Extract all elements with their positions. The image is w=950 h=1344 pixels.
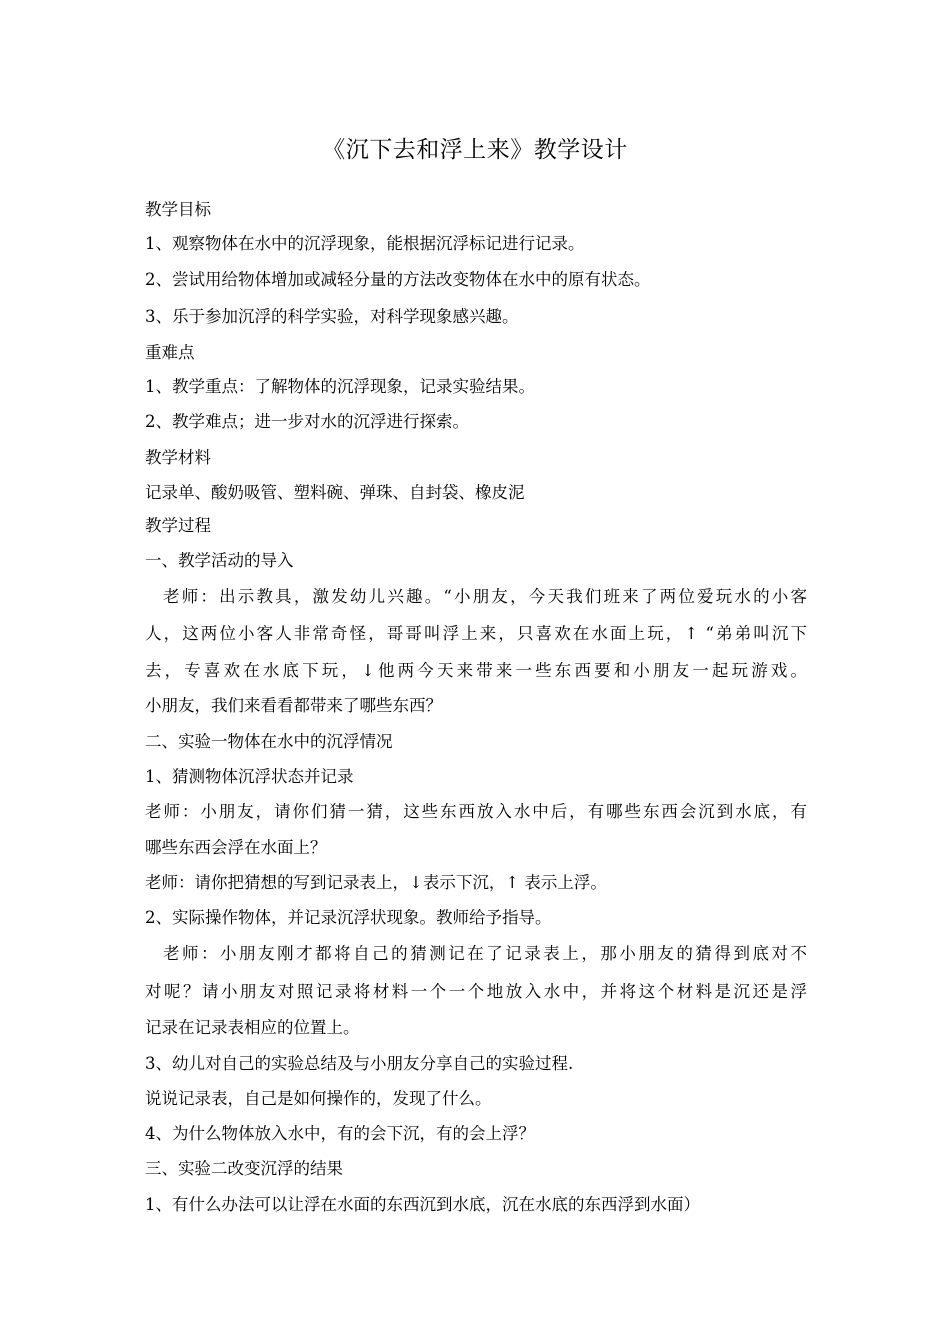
- materials-list: 记录单、酸奶吸管、塑料碗、弹珠、自封袋、橡皮泥: [145, 483, 525, 502]
- key-point-2: 2、教学难点；进一步对水的沉浮进行探索。: [145, 412, 469, 431]
- paragraph-line: 记录在记录表相应的位置上。: [145, 1018, 360, 1037]
- heading-materials: 教学材料: [145, 448, 211, 467]
- step-heading: 2、实际操作物体，并记录沉浮状现象。教师给予指导。: [145, 908, 552, 927]
- paragraph-line: 老师：请你把猜想的写到记录表上，↓表示下沉，↑ 表示上浮。: [145, 873, 607, 892]
- step-heading: 4、为什么物体放入水中，有的会下沉，有的会上浮？: [145, 1124, 535, 1143]
- paragraph-line: 老师：小朋友刚才都将自己的猜测记在了记录表上，那小朋友的猜得到底对不: [163, 944, 807, 963]
- section-1-heading: 一、教学活动的导入: [145, 551, 294, 570]
- section-2-heading: 二、实验一物体在水中的沉浮情况: [145, 732, 393, 751]
- key-point-1: 1、教学重点：了解物体的沉浮现象，记录实验结果。: [145, 377, 535, 396]
- paragraph-line: 对呢？请小朋友对照记录将材料一个一个地放入水中，并将这个材料是沉还是浮: [145, 982, 807, 1001]
- paragraph-line: 老师：出示教具，激发幼儿兴趣。“小朋友，今天我们班来了两位爱玩水的小客: [163, 587, 807, 606]
- paragraph-line: 人，这两位小客人非常奇怪，哥哥叫浮上来，只喜欢在水面上玩，↑ “弟弟叫沉下: [145, 624, 807, 643]
- goal-item-2: 2、尝试用给物体增加或减轻分量的方法改变物体在水中的原有状态。: [145, 270, 651, 289]
- document-title: 《沉下去和浮上来》教学设计: [322, 137, 628, 163]
- paragraph-line: 哪些东西会浮在水面上？: [145, 838, 327, 857]
- paragraph-line: 老师：小朋友，请你们猜一猜，这些东西放入水中后，有哪些东西会沉到水底，有: [145, 802, 807, 821]
- goal-item-3: 3、乐于参加沉浮的科学实验，对科学现象感兴趣。: [145, 307, 519, 326]
- heading-key-points: 重难点: [145, 343, 195, 362]
- step-heading: 3、幼儿对自己的实验总结及与小朋友分享自己的实验过程.: [145, 1054, 574, 1073]
- heading-process: 教学过程: [145, 516, 211, 535]
- goal-item-1: 1、观察物体在水中的沉浮现象，能根据沉浮标记进行记录。: [145, 234, 585, 253]
- paragraph-line: 去，专喜欢在水底下玩，↓他两今天来带来一些东西要和小朋友一起玩游戏。: [145, 661, 807, 680]
- section-3-heading: 三、实验二改变沉浮的结果: [145, 1159, 343, 1178]
- paragraph-line: 小朋友，我们来看看都带来了哪些东西？: [145, 696, 442, 715]
- paragraph-line: 说说记录表，自己是如何操作的，发现了什么。: [145, 1089, 492, 1108]
- step-heading: 1、有什么办法可以让浮在水面的东西沉到水底，沉在水底的东西浮到水面）: [145, 1195, 700, 1214]
- step-heading: 1、猜测物体沉浮状态并记录: [145, 767, 354, 786]
- heading-teaching-goals: 教学目标: [145, 200, 211, 219]
